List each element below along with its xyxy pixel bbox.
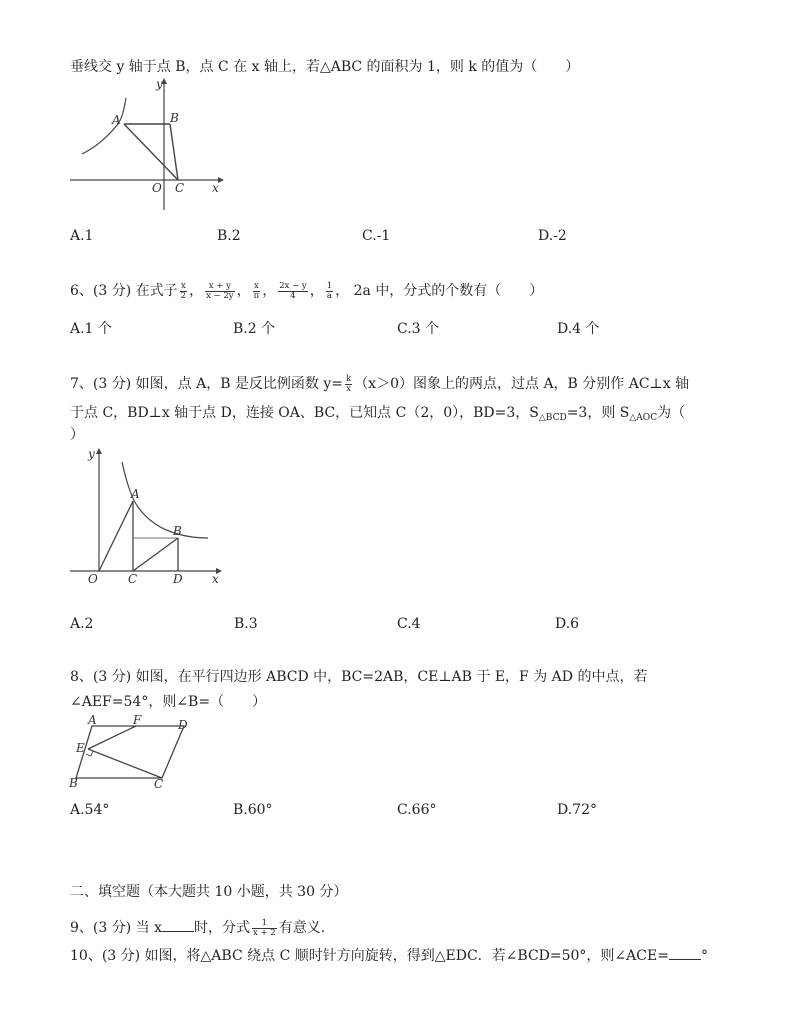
q8-line1: 8、(3 分) 如图，在平行四边形 ABCD 中，BC=2AB，CE⊥AB 于 E，F 为 AD 的中点，若 [70, 669, 648, 685]
q9-suffix: 有意义. [278, 920, 326, 936]
q7-option-b: B.3 [234, 616, 258, 632]
q5-label-O: O [152, 181, 162, 195]
q7-label-A: A [131, 487, 140, 501]
q7-sub-aoc: △AOC [629, 413, 658, 423]
q7-line2-b: =3，则 S [566, 405, 630, 421]
q7-line2-c: 为（ [657, 405, 686, 421]
q7-sub-bcd: △BCD [538, 413, 567, 423]
q10-stem [70, 945, 708, 966]
q5-stem: 垂线交 y 轴于点 B，点 C 在 x 轴上，若△ABC 的面积为 1，则 k 的值为（ ） [70, 59, 580, 75]
q8-label-A: A [88, 713, 97, 727]
q6-expr-4: $\frac{2x - y}{4}$ [279, 280, 307, 301]
q6-option-d: D.4 个 [557, 321, 600, 337]
q9-frac: $\frac{1}{x + 2}$ [252, 917, 276, 938]
q9-answer-blank[interactable] [162, 917, 194, 932]
q9-stem [70, 917, 325, 938]
q6-prefix: 6、(3 分) 在式子 [70, 283, 178, 299]
q10-suffix: ° [700, 948, 708, 964]
q5-option-c: C.-1 [362, 228, 391, 244]
q7-figure [66, 446, 226, 591]
q6-option-b: B.2 个 [233, 321, 276, 337]
q8-option-c: C.66° [397, 802, 437, 818]
q6-expr-5: $\frac{1}{a}$ [326, 280, 333, 301]
q7-option-d: D.6 [555, 616, 580, 632]
q5-label-x: x [212, 181, 219, 195]
q5-option-a: A.1 [70, 228, 94, 244]
q7-label-B: B [173, 524, 182, 538]
q7-line1 [70, 374, 689, 394]
q7-label-O: O [88, 572, 98, 586]
q7-option-a: A.2 [70, 616, 94, 632]
q7-label-x: x [212, 572, 219, 586]
q8-label-B: B [69, 776, 78, 790]
q6-stem: 6、(3 分) 在式子 $\frac{x}{2}$ ， $\frac{x + y}{x - 2y}$ ， $\frac{x}{\pi}$ ， $\frac{2x - y}{4}$ ， $\frac{1}{a}$ ， 2a 中，分式的个数有（ ） [70, 280, 544, 301]
q7-option-c: C.4 [397, 616, 421, 632]
q8-label-E: E [76, 741, 85, 755]
q7-line2 [70, 403, 685, 428]
q5-option-d: D.-2 [538, 228, 567, 244]
q5-figure [60, 76, 230, 216]
q9-prefix: 9、(3 分) 当 x [70, 920, 162, 936]
q6-expr-1: $\frac{x}{2}$ [180, 280, 187, 301]
q8-line2: ∠AEF=54°，则∠B=（ ） [70, 694, 267, 710]
q7-line1-b: （x＞0）图象上的两点，过点 A，B 分别作 AC⊥x 轴 [354, 376, 690, 392]
q8-label-C: C [154, 777, 164, 791]
q9-mid: 时，分式 [193, 920, 250, 936]
q6-expr-6: 2a [353, 283, 371, 299]
q6-expr-3: $\frac{x}{\pi}$ [253, 280, 260, 301]
q8-option-d: D.72° [557, 802, 597, 818]
q7-label-y: y [88, 447, 95, 461]
section-title: 二、填空题（本大题共 10 小题，共 30 分） [70, 884, 348, 900]
q7-frac: $\frac{k}{x}$ [346, 373, 352, 394]
q5-label-B: B [170, 111, 179, 125]
q8-option-b: B.60° [233, 802, 273, 818]
q6-option-c: C.3 个 [397, 321, 440, 337]
q5-label-y: y [156, 77, 163, 91]
q5-label-C: C [175, 181, 185, 195]
q6-suffix: 中，分式的个数有（ ） [375, 283, 544, 299]
q7-label-D: D [173, 572, 183, 586]
q8-label-D: D [178, 718, 188, 732]
q6-option-a: A.1 个 [70, 321, 112, 337]
q7-line1-a: 7、(3 分) 如图，点 A，B 是反比例函数 y= [70, 376, 344, 392]
q8-figure [66, 712, 196, 794]
q6-expr-2: $\frac{x + y}{x - 2y}$ [206, 280, 234, 301]
q7-line3: ） [70, 427, 84, 443]
q5-label-A: A [112, 113, 121, 127]
q10-text: 10、(3 分) 如图，将△ABC 绕点 C 顺时针方向旋转，得到△EDC．若∠BCD=50°，则∠ACE= [70, 948, 669, 964]
q10-answer-blank[interactable] [669, 945, 701, 960]
q5-option-b: B.2 [217, 228, 241, 244]
q7-label-C: C [128, 572, 138, 586]
q8-option-a: A.54° [70, 802, 110, 818]
q8-label-F: F [133, 713, 142, 727]
q7-line2-a: 于点 C，BD⊥x 轴于点 D，连接 OA、BC，已知点 C（2，0），BD=3，S [70, 405, 539, 421]
